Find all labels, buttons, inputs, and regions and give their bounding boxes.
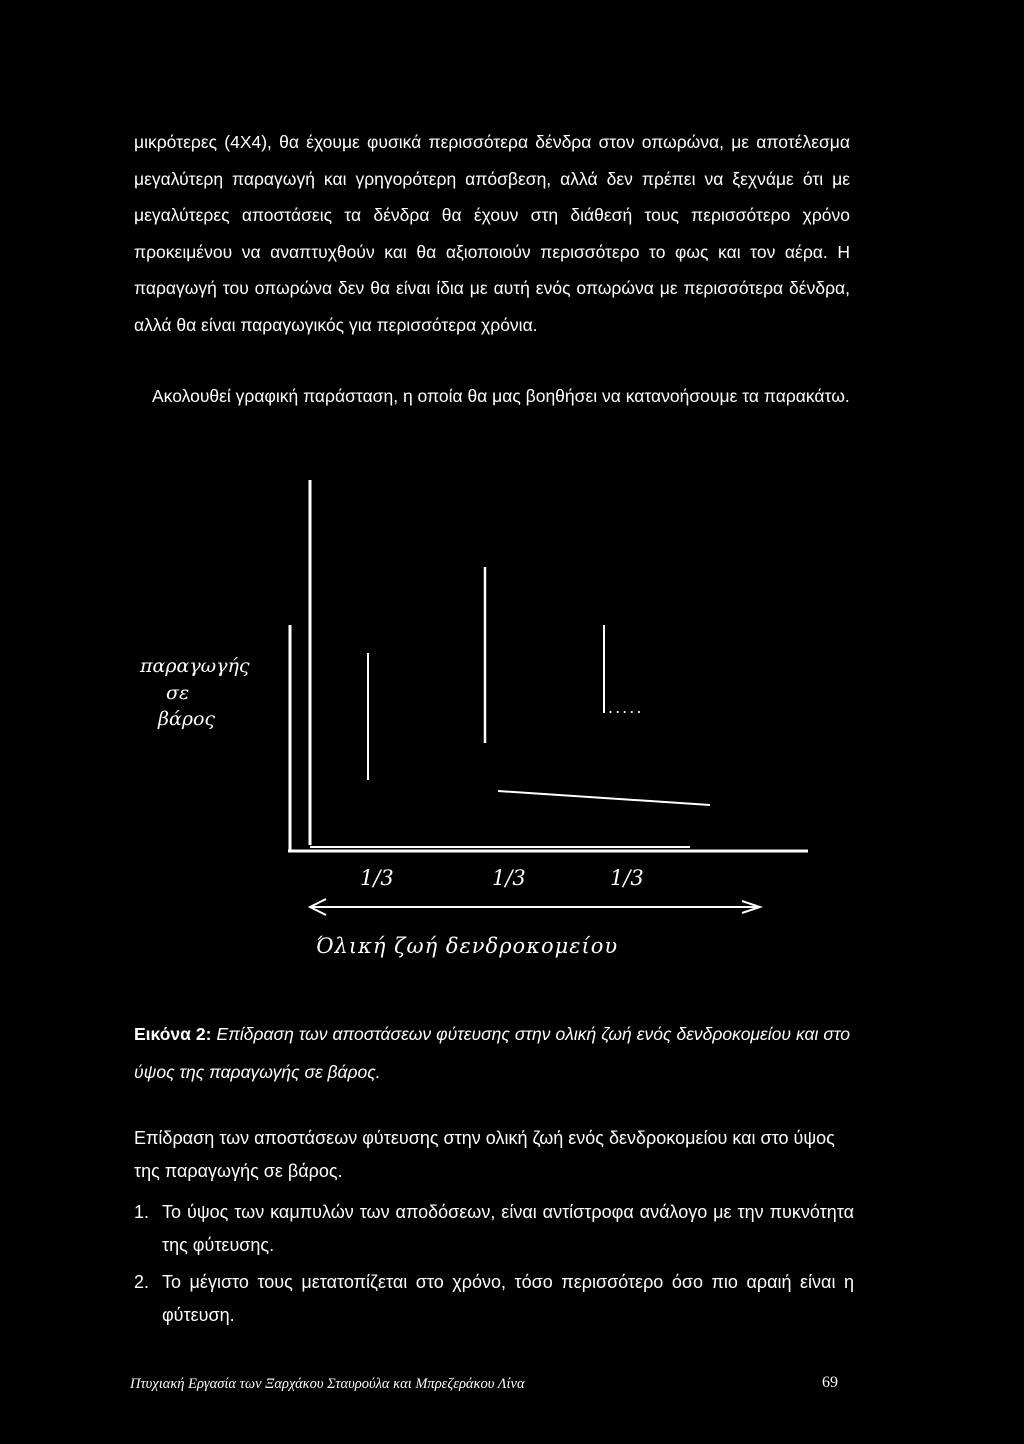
yield-figure xyxy=(130,475,830,975)
list-item-1-number: 1. xyxy=(134,1202,150,1222)
figure-xlabel: Όλική ζωή δενδροκομείου xyxy=(316,934,619,958)
list-item-2-text: Το μέγιστο τους μετατοπίζεται στο χρόνο, τόσο περισσότερο όσο πιο αραιή είναι η φύτευση. xyxy=(162,1272,854,1325)
page-footer: Πτυχιακή Εργασία των Ξαρχάκου Σταυρούλα και Μπρεζεράκου Λίνα xyxy=(130,1376,525,1392)
summary-text: Επίδραση των αποστάσεων φύτευσης στην ολική ζωή ενός δενδροκομείου και στο ύψος της παραγωγής σε βάρος. xyxy=(134,1128,835,1181)
x-tick-3: 1/3 xyxy=(610,866,644,890)
x-tick-2: 1/3 xyxy=(492,866,526,890)
list-item-2-number: 2. xyxy=(134,1272,150,1292)
body-paragraph-1: μικρότερες (4Χ4), θα έχουμε φυσικά περισσότερα δένδρα στον οπωρώνα, με αποτέλεσμα μεγαλύτερη παραγωγή και γρηγορότερη απόσβεση, αλλά δεν πρέπει να ξεχνάμε ότι με μεγαλύτερες αποστάσεις τα δένδρα θα έχουν στη διάθεσή τους περισσότερο χρόνο προκειμένου να αναπτυχθούν και θα αξιοποιούν περισσότερο το φως και τον αέρα. Η παραγωγή του οπωρώνα δεν θα είναι ίδια με αυτή ενός οπωρώνα με περισσότερα δένδρα, αλλά θα είναι παραγωγικός για περισσότερα χρόνια. xyxy=(134,132,850,335)
figure-ylabel-line3: βάρος xyxy=(158,708,216,730)
page-number: 69 xyxy=(822,1374,838,1391)
figure-ylabel-line1: παραγωγής xyxy=(140,655,250,677)
caption-text: Επίδραση των αποστάσεων φύτευσης στην ολική ζωή ενός δενδροκομείου και στο ύψος της παραγωγής σε βάρος. xyxy=(134,1024,850,1082)
curve-4-dots: ..... xyxy=(608,698,644,717)
body-paragraph-2: Ακολουθεί γραφική παράσταση, η οποία θα μας βοηθήσει να κατανοήσουμε τα παρακάτω. xyxy=(152,386,850,406)
figure-ylabel-line2: σε xyxy=(166,682,190,704)
curve-3-base xyxy=(498,791,710,805)
figure-caption xyxy=(134,1015,850,1091)
x-tick-1: 1/3 xyxy=(360,866,394,890)
caption-label: Εικόνα 2: xyxy=(134,1024,212,1044)
list-item-1-text: Το ύψος των καμπυλών των αποδόσεων, είναι αντίστροφα ανάλογο με την πυκνότητα της φύτευσης. xyxy=(162,1202,854,1255)
